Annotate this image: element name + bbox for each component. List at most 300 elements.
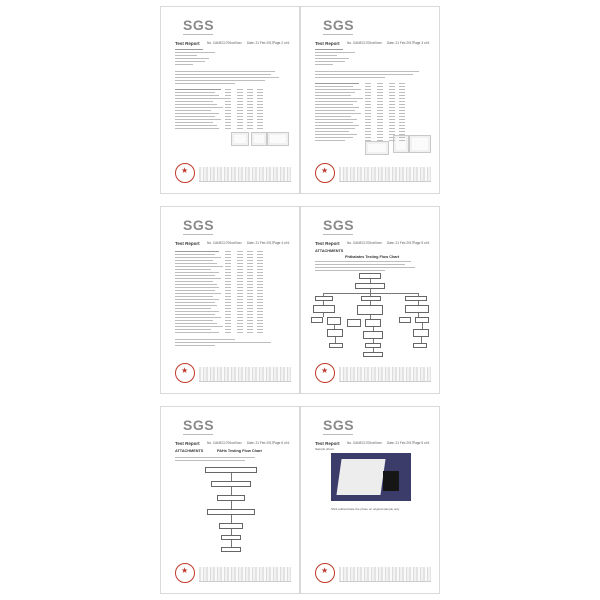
text-line bbox=[175, 116, 215, 117]
text-line bbox=[247, 275, 253, 276]
text-line bbox=[377, 83, 383, 84]
text-line bbox=[237, 110, 243, 111]
text-line bbox=[175, 83, 235, 84]
sgs-seal-icon: ★ bbox=[315, 363, 335, 383]
text-line bbox=[399, 134, 405, 135]
text-line bbox=[237, 92, 243, 93]
report-date: Date: 21 Feb 2017 bbox=[247, 241, 274, 245]
text-line bbox=[377, 131, 383, 132]
text-line bbox=[257, 113, 263, 114]
text-line bbox=[225, 125, 231, 126]
text-line bbox=[237, 125, 243, 126]
text-line bbox=[225, 332, 231, 333]
text-line bbox=[225, 101, 231, 102]
text-line bbox=[247, 92, 253, 93]
text-line bbox=[247, 308, 253, 309]
text-line bbox=[315, 104, 353, 105]
text-line bbox=[257, 251, 263, 252]
text-line bbox=[315, 119, 357, 120]
text-line bbox=[247, 332, 253, 333]
text-line bbox=[315, 77, 385, 78]
text-line bbox=[257, 278, 263, 279]
text-line bbox=[365, 116, 371, 117]
text-line bbox=[175, 49, 203, 50]
text-line bbox=[237, 275, 243, 276]
text-line bbox=[237, 284, 243, 285]
text-line bbox=[247, 287, 253, 288]
text-line bbox=[247, 260, 253, 261]
text-line bbox=[225, 290, 231, 291]
sgs-seal-icon: ★ bbox=[315, 163, 335, 183]
text-line bbox=[365, 86, 371, 87]
text-line bbox=[225, 260, 231, 261]
text-line bbox=[175, 278, 221, 279]
text-line bbox=[389, 83, 395, 84]
text-line bbox=[247, 293, 253, 294]
text-line bbox=[247, 269, 253, 270]
text-line bbox=[365, 101, 371, 102]
text-line bbox=[247, 266, 253, 267]
text-line bbox=[175, 71, 275, 72]
text-line bbox=[257, 284, 263, 285]
text-line bbox=[257, 323, 263, 324]
text-line bbox=[257, 269, 263, 270]
text-line bbox=[315, 261, 411, 262]
text-line bbox=[315, 49, 343, 50]
text-line bbox=[175, 251, 219, 252]
text-line bbox=[399, 83, 405, 84]
text-line bbox=[175, 104, 217, 105]
text-line bbox=[175, 74, 271, 75]
flow-step-box bbox=[363, 331, 383, 339]
flowchart-title: PAHs Testing Flow Chart bbox=[217, 449, 262, 453]
report-page-1 bbox=[160, 6, 300, 194]
text-line bbox=[315, 107, 359, 108]
text-line bbox=[315, 128, 355, 129]
report-date: Date: 21 Feb 2017 bbox=[387, 241, 414, 245]
text-line bbox=[237, 308, 243, 309]
text-line bbox=[237, 269, 243, 270]
text-line bbox=[257, 110, 263, 111]
flow-step-box bbox=[405, 305, 429, 313]
text-line bbox=[225, 254, 231, 255]
text-line bbox=[315, 86, 353, 87]
text-line bbox=[315, 98, 363, 99]
report-title: Test Report bbox=[175, 41, 200, 46]
text-line bbox=[237, 119, 243, 120]
report-title: Test Report bbox=[315, 241, 340, 246]
flow-step-box bbox=[221, 547, 241, 552]
text-line bbox=[257, 260, 263, 261]
text-line bbox=[175, 64, 193, 65]
text-line bbox=[257, 272, 263, 273]
flow-connector bbox=[323, 293, 419, 294]
text-line bbox=[399, 140, 405, 141]
text-line bbox=[389, 92, 395, 93]
text-line bbox=[225, 302, 231, 303]
text-line bbox=[377, 101, 383, 102]
text-line bbox=[365, 92, 371, 93]
flow-connector bbox=[231, 501, 232, 509]
text-line bbox=[247, 98, 253, 99]
text-line bbox=[247, 272, 253, 273]
text-line bbox=[237, 320, 243, 321]
text-line bbox=[225, 278, 231, 279]
text-line bbox=[257, 320, 263, 321]
text-line bbox=[399, 89, 405, 90]
text-line bbox=[377, 122, 383, 123]
text-line bbox=[175, 302, 215, 303]
text-line bbox=[389, 89, 395, 90]
text-line bbox=[365, 95, 371, 96]
text-line bbox=[399, 101, 405, 102]
text-line bbox=[175, 125, 217, 126]
report-title: Test Report bbox=[315, 441, 340, 446]
sgs-logo: SGS bbox=[183, 417, 215, 433]
attachments-label: ATTACHMENTS bbox=[175, 449, 204, 453]
flow-step-box bbox=[311, 317, 323, 323]
text-line bbox=[175, 308, 211, 309]
text-line bbox=[237, 296, 243, 297]
text-line bbox=[247, 95, 253, 96]
text-line bbox=[225, 329, 231, 330]
text-line bbox=[237, 266, 243, 267]
text-line bbox=[315, 58, 349, 59]
text-line bbox=[175, 92, 215, 93]
text-line bbox=[247, 299, 253, 300]
text-line bbox=[247, 305, 253, 306]
flow-step-box bbox=[413, 343, 427, 348]
text-line bbox=[257, 290, 263, 291]
text-line bbox=[237, 311, 243, 312]
sample-thumbnail bbox=[409, 135, 431, 153]
text-line bbox=[399, 131, 405, 132]
text-line bbox=[247, 257, 253, 258]
sample-thumbnail bbox=[267, 132, 289, 146]
text-line bbox=[247, 284, 253, 285]
sample-thumbnail bbox=[251, 132, 267, 146]
text-line bbox=[315, 113, 361, 114]
text-line bbox=[175, 290, 215, 291]
text-line bbox=[225, 281, 231, 282]
sample-thumbnail bbox=[365, 141, 389, 155]
text-line bbox=[175, 317, 221, 318]
text-line bbox=[257, 104, 263, 105]
text-line bbox=[175, 52, 215, 53]
text-line bbox=[225, 305, 231, 306]
text-line bbox=[247, 122, 253, 123]
text-line bbox=[257, 107, 263, 108]
text-line bbox=[225, 326, 231, 327]
text-line bbox=[237, 332, 243, 333]
text-line bbox=[257, 326, 263, 327]
text-line bbox=[257, 299, 263, 300]
report-title: Test Report bbox=[315, 41, 340, 46]
text-line bbox=[247, 329, 253, 330]
text-line bbox=[237, 89, 243, 90]
attachments-label: ATTACHMENTS bbox=[315, 249, 344, 253]
page-footer bbox=[309, 363, 431, 385]
text-line bbox=[225, 314, 231, 315]
text-line bbox=[365, 131, 371, 132]
flow-connector bbox=[231, 515, 232, 523]
text-line bbox=[257, 302, 263, 303]
text-line bbox=[257, 329, 263, 330]
text-line bbox=[257, 263, 263, 264]
flow-step-box bbox=[329, 343, 343, 348]
text-line bbox=[247, 125, 253, 126]
text-line bbox=[377, 116, 383, 117]
text-line bbox=[175, 339, 235, 340]
text-line bbox=[257, 281, 263, 282]
text-line bbox=[175, 272, 219, 273]
text-line bbox=[237, 104, 243, 105]
text-line bbox=[225, 293, 231, 294]
text-line bbox=[225, 122, 231, 123]
text-line bbox=[175, 329, 211, 330]
text-line bbox=[257, 308, 263, 309]
text-line bbox=[175, 323, 217, 324]
text-line bbox=[377, 134, 383, 135]
page-label: Page 6 of 6 bbox=[413, 441, 430, 445]
page-label: Page 2 of 6 bbox=[273, 41, 290, 45]
text-line bbox=[257, 98, 263, 99]
text-line bbox=[175, 457, 255, 458]
text-line bbox=[225, 104, 231, 105]
text-line bbox=[225, 128, 231, 129]
text-line bbox=[237, 323, 243, 324]
text-line bbox=[247, 296, 253, 297]
text-line bbox=[237, 299, 243, 300]
report-title: Test Report bbox=[175, 241, 200, 246]
text-line bbox=[175, 281, 213, 282]
sgs-seal-icon: ★ bbox=[175, 163, 195, 183]
text-line bbox=[225, 272, 231, 273]
text-line bbox=[365, 119, 371, 120]
text-line bbox=[175, 296, 213, 297]
text-line bbox=[237, 263, 243, 264]
text-line bbox=[389, 134, 395, 135]
text-line bbox=[237, 101, 243, 102]
text-line bbox=[315, 110, 355, 111]
text-line bbox=[247, 314, 253, 315]
text-line bbox=[247, 317, 253, 318]
text-line bbox=[247, 113, 253, 114]
text-line bbox=[175, 110, 211, 111]
sgs-logo: SGS bbox=[183, 17, 215, 33]
report-page-3 bbox=[160, 206, 300, 394]
text-line bbox=[365, 107, 371, 108]
text-line bbox=[315, 267, 415, 268]
text-line bbox=[315, 116, 351, 117]
text-line bbox=[225, 98, 231, 99]
text-line bbox=[315, 92, 355, 93]
text-line bbox=[389, 131, 395, 132]
text-line bbox=[257, 314, 263, 315]
text-line bbox=[237, 278, 243, 279]
text-line bbox=[365, 89, 371, 90]
text-line bbox=[257, 101, 263, 102]
text-line bbox=[247, 110, 253, 111]
text-line bbox=[315, 270, 385, 271]
text-line bbox=[389, 116, 395, 117]
text-line bbox=[365, 98, 371, 99]
flow-connector bbox=[231, 487, 232, 495]
text-line bbox=[237, 302, 243, 303]
text-line bbox=[225, 251, 231, 252]
text-line bbox=[377, 86, 383, 87]
text-line bbox=[389, 86, 395, 87]
text-line bbox=[175, 257, 221, 258]
report-page-6 bbox=[300, 406, 440, 594]
text-line bbox=[247, 311, 253, 312]
text-line bbox=[237, 281, 243, 282]
text-line bbox=[237, 113, 243, 114]
text-line bbox=[315, 83, 359, 84]
text-line bbox=[237, 287, 243, 288]
text-line bbox=[247, 104, 253, 105]
text-line bbox=[365, 113, 371, 114]
sample-thumbnail bbox=[231, 132, 249, 146]
text-line bbox=[257, 296, 263, 297]
text-line bbox=[377, 92, 383, 93]
text-line bbox=[237, 128, 243, 129]
text-line bbox=[257, 332, 263, 333]
text-line bbox=[377, 125, 383, 126]
text-line bbox=[175, 58, 209, 59]
flow-step-box bbox=[347, 319, 361, 327]
text-line bbox=[257, 305, 263, 306]
text-line bbox=[225, 323, 231, 324]
page-label: Page 6 of 6 bbox=[273, 441, 290, 445]
text-line bbox=[399, 92, 405, 93]
text-line bbox=[225, 284, 231, 285]
text-line bbox=[237, 116, 243, 117]
text-line bbox=[315, 71, 419, 72]
text-line bbox=[247, 251, 253, 252]
text-line bbox=[247, 116, 253, 117]
text-line bbox=[389, 128, 395, 129]
text-line bbox=[389, 137, 395, 138]
text-line bbox=[175, 266, 223, 267]
text-line bbox=[247, 290, 253, 291]
sgs-seal-icon: ★ bbox=[175, 363, 195, 383]
flow-step-box bbox=[399, 317, 411, 323]
text-line bbox=[377, 98, 383, 99]
report-page-5 bbox=[160, 406, 300, 594]
text-line bbox=[315, 61, 345, 62]
sgs-logo: SGS bbox=[323, 217, 355, 233]
text-line bbox=[399, 113, 405, 114]
text-line bbox=[315, 122, 353, 123]
text-line bbox=[257, 116, 263, 117]
report-number: No. CANEC1700xx/0xxx bbox=[347, 241, 382, 245]
text-line bbox=[175, 122, 213, 123]
text-line bbox=[175, 55, 197, 56]
text-line bbox=[175, 119, 221, 120]
text-line bbox=[237, 317, 243, 318]
text-line bbox=[257, 125, 263, 126]
text-line bbox=[377, 137, 383, 138]
text-line bbox=[175, 460, 245, 461]
sgs-logo: SGS bbox=[183, 217, 215, 233]
sgs-logo: SGS bbox=[323, 17, 355, 33]
text-line bbox=[225, 317, 231, 318]
text-line bbox=[377, 113, 383, 114]
text-line bbox=[237, 305, 243, 306]
text-line bbox=[175, 287, 219, 288]
text-line bbox=[377, 110, 383, 111]
report-number: No. CANEC1700xx/0xxx bbox=[207, 441, 242, 445]
text-line bbox=[365, 110, 371, 111]
text-line bbox=[247, 320, 253, 321]
text-line bbox=[237, 107, 243, 108]
text-line bbox=[377, 107, 383, 108]
text-line bbox=[225, 320, 231, 321]
text-line bbox=[399, 125, 405, 126]
text-line bbox=[389, 125, 395, 126]
text-line bbox=[257, 317, 263, 318]
text-line bbox=[399, 107, 405, 108]
text-line bbox=[389, 140, 395, 141]
text-line bbox=[225, 287, 231, 288]
text-line bbox=[237, 98, 243, 99]
report-date: Date: 21 Feb 2017 bbox=[247, 441, 274, 445]
text-line bbox=[247, 89, 253, 90]
text-line bbox=[237, 95, 243, 96]
text-line bbox=[237, 314, 243, 315]
text-line bbox=[365, 122, 371, 123]
text-line bbox=[225, 116, 231, 117]
text-line bbox=[365, 104, 371, 105]
text-line bbox=[399, 95, 405, 96]
text-line bbox=[257, 254, 263, 255]
text-line bbox=[365, 134, 371, 135]
report-date: Date: 21 Feb 2017 bbox=[247, 41, 274, 45]
page-footer bbox=[309, 163, 431, 185]
text-line bbox=[247, 323, 253, 324]
text-line bbox=[175, 305, 217, 306]
text-line bbox=[175, 299, 219, 300]
text-line bbox=[365, 140, 371, 141]
text-line bbox=[225, 266, 231, 267]
text-line bbox=[225, 296, 231, 297]
text-line bbox=[225, 92, 231, 93]
flow-step-box bbox=[361, 296, 381, 301]
report-date: Date: 21 Feb 2017 bbox=[387, 41, 414, 45]
text-line bbox=[377, 128, 383, 129]
text-line bbox=[257, 287, 263, 288]
text-line bbox=[389, 101, 395, 102]
text-line bbox=[175, 254, 215, 255]
text-line bbox=[315, 264, 405, 265]
text-line bbox=[175, 269, 211, 270]
text-line bbox=[175, 89, 221, 90]
text-line bbox=[225, 95, 231, 96]
text-line bbox=[225, 107, 231, 108]
report-number: No. CANEC1700xx/0xxx bbox=[347, 441, 382, 445]
text-line bbox=[175, 311, 219, 312]
text-line bbox=[237, 290, 243, 291]
text-line bbox=[389, 113, 395, 114]
text-line bbox=[237, 329, 243, 330]
text-line bbox=[315, 137, 353, 138]
text-line bbox=[389, 110, 395, 111]
page-footer bbox=[169, 563, 291, 585]
text-line bbox=[389, 95, 395, 96]
report-title: Test Report bbox=[175, 441, 200, 446]
text-line bbox=[315, 74, 413, 75]
